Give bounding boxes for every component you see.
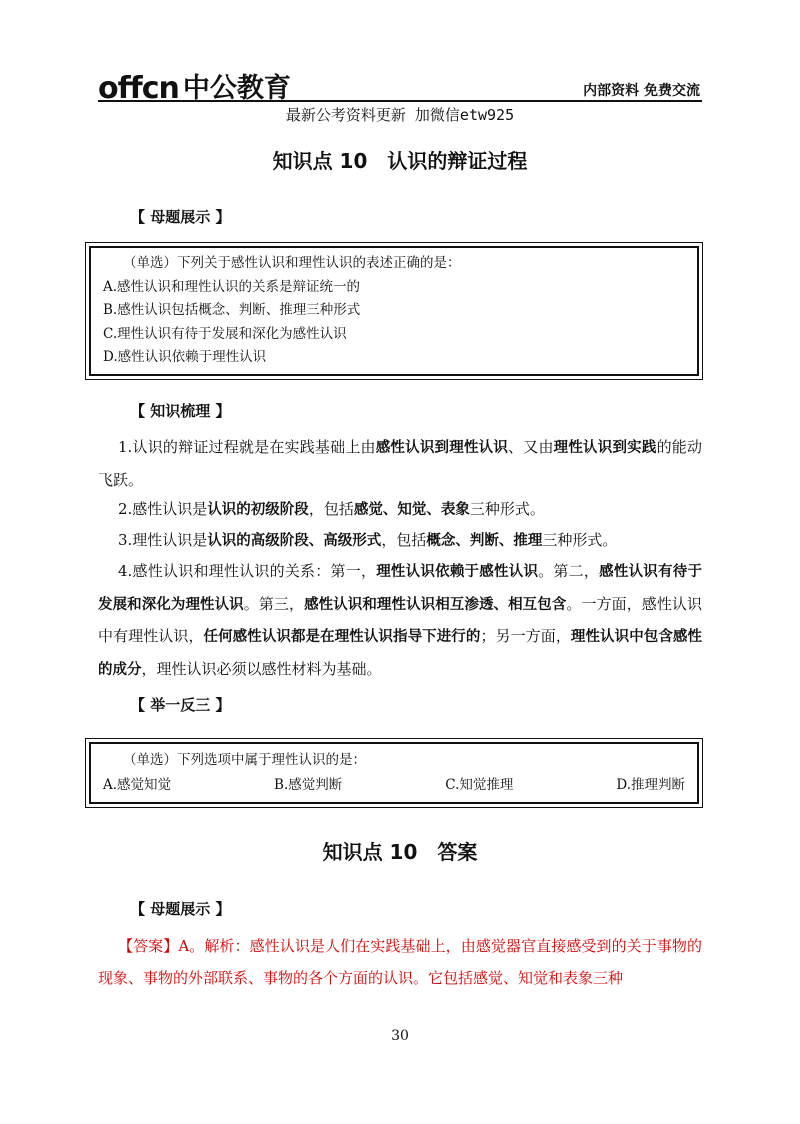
answers-title: 知识点 10 答案 xyxy=(322,840,478,864)
point-3: 3.理性认识是认识的高级阶段、高级形式，包括概念、判断、推理三种形式。 xyxy=(118,531,618,549)
tag-answer-mother: 【 母题展示 】 xyxy=(130,900,231,918)
header-divider xyxy=(98,100,702,102)
question-2-option-a: A.感觉知觉 xyxy=(103,777,172,793)
question-2-option-d: D.推理判断 xyxy=(616,777,685,793)
question-2-stem: （单选）下列选项中属于理性认识的是： xyxy=(123,752,366,768)
question-box-2 xyxy=(85,738,703,808)
header-note: 内部资料 免费交流 xyxy=(583,83,700,99)
offcn-logo xyxy=(98,70,291,104)
page-number: 30 xyxy=(391,1028,409,1044)
tag-mother-question: 【 母题展示 】 xyxy=(130,208,231,226)
question-1-option-a: A.感性认识和理性认识的关系是辩证统一的 xyxy=(103,278,361,295)
question-2-option-c: C.知觉推理 xyxy=(445,777,514,793)
point-2: 2.感性认识是认识的初级阶段，包括感觉、知觉、表象三种形式。 xyxy=(118,500,545,518)
tag-knowledge: 【 知识梳理 】 xyxy=(130,402,231,420)
question-2-options xyxy=(103,773,685,798)
question-1-option-b: B.感性认识包括概念、判断、推理三种形式 xyxy=(103,302,361,318)
point-1: 1.认识的辩证过程就是在实践基础上由感性认识到理性认识、又由理性认识到实践的能动飞跃。 xyxy=(98,438,702,489)
question-1-option-d: D.感性认识依赖于理性认识 xyxy=(103,349,267,365)
question-1-option-c: C.理性认识有待于发展和深化为感性认识 xyxy=(103,325,347,342)
section-title: 知识点 10 认识的辩证过程 xyxy=(272,149,528,173)
tag-example: 【 举一反三 】 xyxy=(130,696,231,714)
logo-text-cn: 中公教育 xyxy=(182,73,291,104)
point-4: 4.感性认识和理性认识的关系：第一，理性认识依赖于感性认识。第二，感性认识有待于发展和深化为理性认识。第三，感性认识和理性认识相互渗透、相互包含。一方面，感性认识中有理性认识，任何感性认识都是在理性认识指导下进行的；另一方面，理性认识中包含感性的成分，理性认识必须以感性材料为基础。 xyxy=(98,562,703,678)
question-box-1 xyxy=(85,242,703,380)
answer-explanation: 【答案】A。解析：感性认识是人们在实践基础上，由感觉器官直接感受到的关于事物的现象、事物的外部联系、事物的各个方面的认识。它包括感觉、知觉和表象三种 xyxy=(98,937,702,987)
question-2-option-b: B.感觉判断 xyxy=(274,777,343,793)
header-subtitle: 最新公考资料更新 加微信etw925 xyxy=(285,106,515,124)
question-1-stem: （单选）下列关于感性认识和理性认识的表述正确的是： xyxy=(123,255,461,271)
logo-text-en: offcn xyxy=(98,71,179,106)
